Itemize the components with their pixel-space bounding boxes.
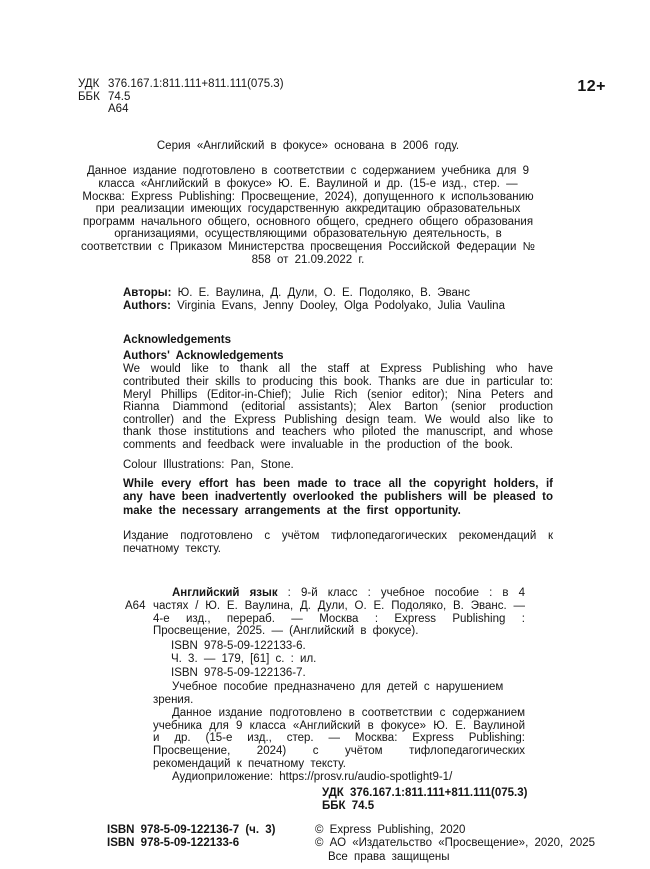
author-mark-spacer bbox=[78, 103, 108, 116]
age-rating-badge: 12+ bbox=[577, 78, 606, 95]
isbn-line: ISBN 978-5-09-122136-7. bbox=[171, 666, 306, 679]
catalog-entry bbox=[153, 587, 525, 637]
edition-note: Данное издание подготовлено в соответствии с содержанием учебника для 9 класса «Английский в фокусе» Ю. Е. Ваулиной и др. (15-е изд., стер. — Москва: Express Publishing: Просвещение, 2024), допущенного к использованию при реализации имеющих государственную аккредитацию образовательных программ начального общего, основного общего, среднего общего образования организациями, осуществляющими образовательную деятельность, в соответствии с Приказом Министерства просвещения Российской Федерации № 858 от 21.09.2022 г. bbox=[81, 165, 535, 266]
catalog-codes-block bbox=[322, 786, 528, 813]
udk-value: 376.167.1:811.111+811.111(075.3) bbox=[108, 78, 284, 90]
audio-supplement-note: Аудиоприложение: https://prosv.ru/audio-spotlight9-1/ bbox=[172, 771, 453, 784]
copyright-prosv-line: © АО «Издательство «Просвещение», 2020, 2025 bbox=[315, 837, 596, 850]
authors-block bbox=[123, 287, 553, 312]
author-mark: А64 bbox=[108, 103, 129, 116]
bbk-label: ББК bbox=[78, 90, 100, 103]
acknowledgements-heading: Acknowledgements bbox=[123, 334, 231, 347]
colour-illustrations-note: Colour Illustrations: Pan, Stone. bbox=[123, 459, 294, 472]
authors-acknowledgements-heading: Authors' Acknowledgements bbox=[123, 350, 284, 363]
authors-ru-names: Ю. Е. Ваулина, Д. Дули, О. Е. Подоляко, В. Эванс bbox=[177, 287, 470, 300]
catalog-title: Английский язык bbox=[172, 587, 278, 600]
part-line: Ч. 3. — 179, [61] с. : ил. bbox=[171, 653, 317, 666]
catalog-entry-rest: : 9-й класс : учебное пособие : в 4 частях / Ю. Е. Ваулина, Д. Дули, О. Е. Подоляко, В. Эванс. — 4-е изд., перераб. — Москва : Express Publishing : Просвещение, 2025. — (Английский в фокусе). bbox=[153, 587, 525, 638]
isbn-main-line: ISBN 978-5-09-122133-6 bbox=[107, 837, 240, 850]
authors-en-label: Authors: bbox=[123, 299, 171, 312]
acknowledgements-body: We would like to thank all the staff at Express Publishing who have contributed their skills to producing this book. Thanks are due in particular to: Meryl Phillips (Editor-in-Chief); Julie Rich (senior editor); Nina Peters and Rianna Diammond (editorial assistants); Alex Barton (senior production controller) and the Express Publishing design team. We would also like to thank those institutions and teachers who piloted the manuscript, and whose comments and feedback were invaluable in the production of the book. bbox=[123, 363, 553, 451]
catalog-author-mark: А64 bbox=[125, 600, 146, 613]
centered-column bbox=[78, 140, 538, 266]
accessibility-note: Учебное пособие предназначено для детей с нарушением зрения. bbox=[153, 681, 504, 706]
authors-ru-line bbox=[123, 287, 553, 300]
card-udk-line: УДК 376.167.1:811.111+811.111(075.3) bbox=[322, 786, 528, 799]
footer-copyright-block bbox=[315, 824, 595, 865]
isbn-part-line: ISBN 978-5-09-122136-7 (ч. 3) bbox=[107, 823, 276, 836]
classification-codes bbox=[78, 78, 284, 116]
isbn-line: ISBN 978-5-09-122133-6. bbox=[171, 639, 306, 652]
catalog-card bbox=[125, 587, 528, 812]
rights-reserved-line: Все права защищены bbox=[328, 851, 450, 863]
authors-en-line bbox=[123, 300, 553, 313]
copyright-trace-notice: While every effort has been made to trace all the copyright holders, if any have been inadvertently overlooked the publishers will be pleased to make the necessary arrangements at the first opportunity. bbox=[123, 478, 553, 517]
bbk-line bbox=[78, 91, 284, 104]
copyright-express-line: © Express Publishing, 2020 bbox=[315, 823, 466, 836]
footer-isbn-block bbox=[107, 824, 315, 865]
author-mark-line bbox=[78, 103, 284, 116]
edition-annotation: Данное издание подготовлено в соответствии с содержанием учебника для 9 класса «Английский в фокусе» Ю. Е. Ваулиной и др. (15-е изд., стер. — Москва: Express Publishing: Просвещение, 2024) с учётом тифлопедагогических рекомендаций к печатному тексту. bbox=[153, 707, 525, 770]
authors-en-names: Virginia Evans, Jenny Dooley, Olga Podolyako, Julia Vaulina bbox=[177, 299, 505, 312]
tiflo-note: Издание подготовлено с учётом тифлопедагогических рекомендаций к печатному тексту. bbox=[123, 530, 553, 555]
udk-line bbox=[78, 78, 284, 91]
series-note: Серия «Английский в фокусе» основана в 2006 году. bbox=[156, 139, 460, 152]
bbk-value: 74.5 bbox=[108, 90, 131, 103]
imprint-footer bbox=[78, 824, 650, 865]
card-bbk-line: ББК 74.5 bbox=[322, 799, 375, 812]
udk-label: УДК bbox=[78, 78, 100, 90]
top-row bbox=[78, 78, 606, 116]
inner-column bbox=[123, 287, 553, 555]
authors-ru-label: Авторы: bbox=[123, 287, 172, 300]
catalog-isbn-block bbox=[171, 640, 525, 680]
